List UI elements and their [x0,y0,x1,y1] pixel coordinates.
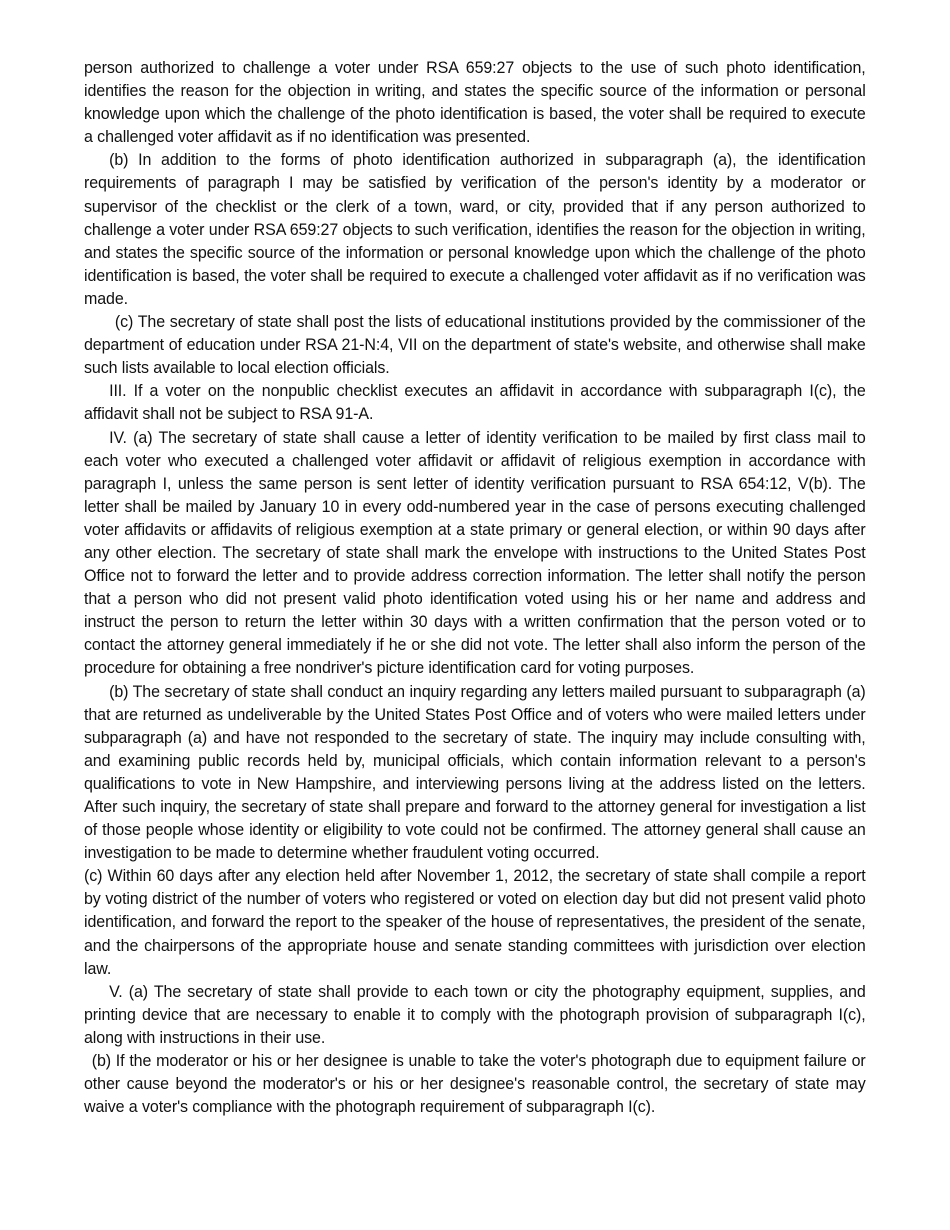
paragraph-v-a-photography-equipment: V. (a) The secretary of state shall provide to each town or city the photography equipment, supplies, and printing device that are necessary to enable it to comply with the photograph provision of subparagraph I(c), along with instructions in their use. [84,981,866,1047]
paragraph-1c-educational-institutions: (c) The secretary of state shall post the lists of educational institutions provided by the commissioner of the department of education under RSA 21-N:4, VII on the department of state's website, and otherwise shall make such lists available to local election officials. [84,312,866,378]
paragraph-iii-nonpublic-checklist: III. If a voter on the nonpublic checklist executes an affidavit in accordance with subparagraph I(c), the affidavit shall not be subject to RSA 91-A. [84,381,866,424]
paragraph-iv-b-inquiry: (b) The secretary of state shall conduct an inquiry regarding any letters mailed pursuant to subparagraph (a) that are returned as undeliverable by the United States Post Office and of voters who were mailed letters under subparagraph (a) and have not responded to the secretary of state. The inquiry may include consulting with, and examining public records held by, municipal officials, which contain information relevant to a person's qualifications to vote in New Hampshire, and interviewing persons living at the address listed on the letters. After such inquiry, the secretary of state shall prepare and forward to the attorney general for investigation a list of those people whose identity or eligibility to vote could not be confirmed. The attorney general shall cause an investigation to be made to determine whether fraudulent voting occurred. [84,681,866,863]
document-page [84,56,866,1118]
paragraph-1b-verification: (b) In addition to the forms of photo identification authorized in subparagraph (a), the identification requirements of paragraph I may be satisfied by verification of the person's identity by a moderator or supervisor of the checklist or the clerk of a town, ward, or city, provided that if any person authorized to challenge a voter under RSA 659:27 objects to such verification, identifies the reason for the objection in writing, and states the specific source of the information or personal knowledge upon which the challenge of the photo identification is based, the voter shall be required to execute a challenged voter affidavit as if no verification was made. [84,150,866,308]
paragraph-v-b-waiver: (b) If the moderator or his or her designee is unable to take the voter's photograph due to equipment failure or other cause beyond the moderator's or his or her designee's reasonable control, the secretary of state may waive a voter's compliance with the photograph requirement of subparagraph I(c). [84,1051,866,1117]
paragraph-iv-c-report: (c) Within 60 days after any election held after November 1, 2012, the secretary of state shall compile a report by voting district of the number of voters who registered or voted on election day but did not present valid photo identification, and forward the report to the speaker of the house of representatives, the president of the senate, and the chairpersons of the appropriate house and senate standing committees with jurisdiction over election law. [84,866,866,978]
paragraph-photo-id-challenge-continued: person authorized to challenge a voter under RSA 659:27 objects to the use of such photo identification, identifies the reason for the objection in writing, and states the specific source of the information or personal knowledge upon which the challenge of the photo identification is based, the voter shall be required to execute a challenged voter affidavit as if no identification was presented. [84,58,866,147]
paragraph-iv-a-identity-letter: IV. (a) The secretary of state shall cause a letter of identity verification to be mailed by first class mail to each voter who executed a challenged voter affidavit or affidavit of religious exemption in accordance with paragraph I, unless the same person is sent letter of identity verification pursuant to RSA 654:12, V(b). The letter shall be mailed by January 10 in every odd-numbered year in the case of persons executing challenged voter affidavits or affidavits of religious exemption at a state primary or general election, or within 90 days after any other election. The secretary of state shall mark the envelope with instructions to the United States Post Office not to forward the letter and to provide address correction information. The letter shall notify the person that a person who did not present valid photo identification voted using his or her name and address and instruct the person to return the letter within 30 days with a written confirmation that the person voted or to contact the attorney general immediately if he or she did not vote. The letter shall also inform the person of the procedure for obtaining a free nondriver's picture identification card for voting purposes. [84,427,866,678]
